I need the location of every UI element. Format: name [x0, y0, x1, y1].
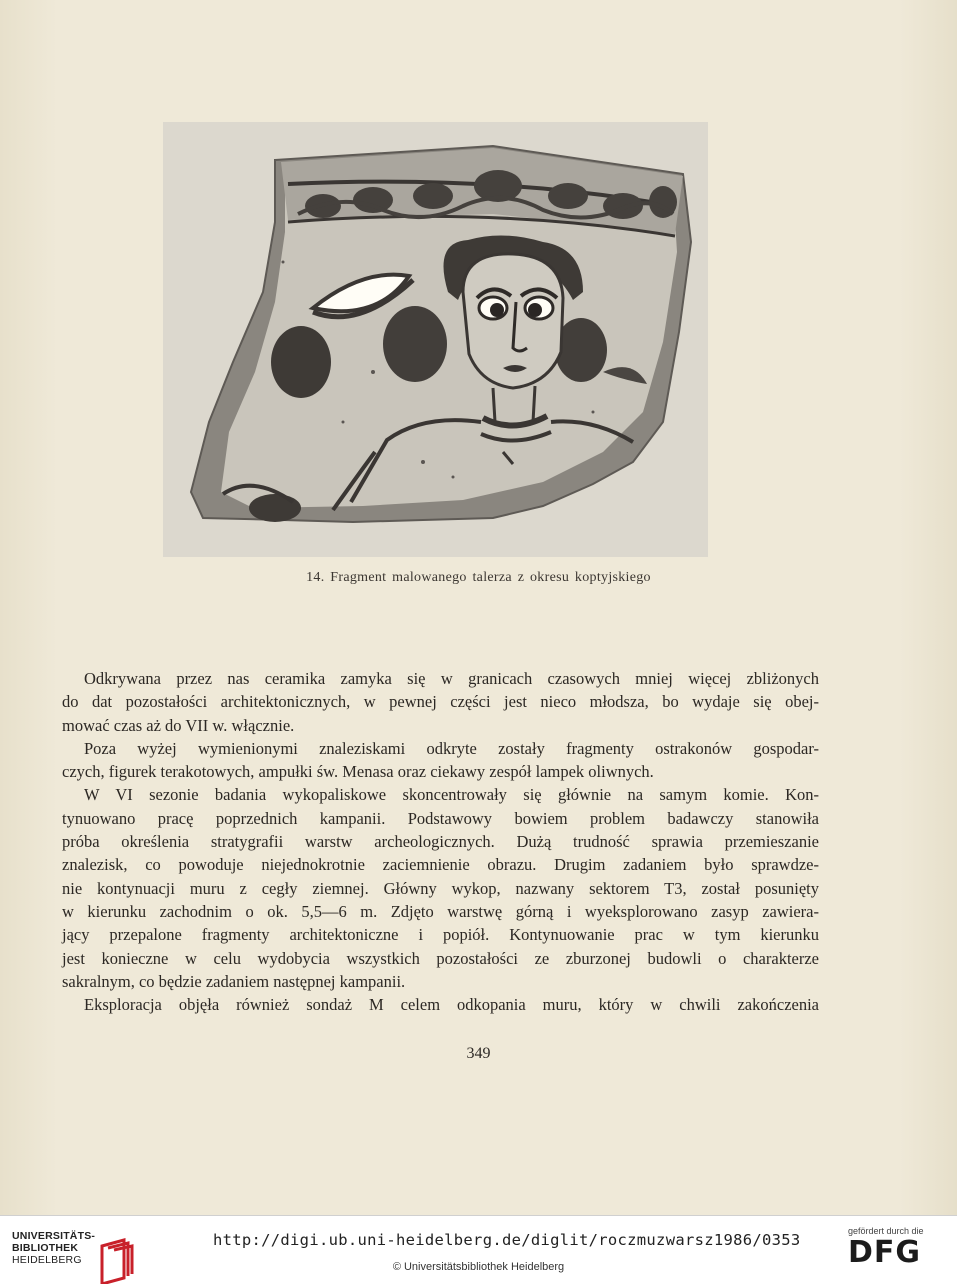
permalink-url[interactable]: http://digi.ub.uni-heidelberg.de/diglit/roczmuzwarsz1986/0353: [213, 1231, 801, 1249]
library-name-line: UNIVERSITÄTS-: [12, 1230, 96, 1242]
copyright-notice: © Universitätsbibliothek Heidelberg: [392, 1261, 565, 1273]
figure-caption: 14. Fragment malowanego talerza z okresu koptyjskiego: [306, 570, 651, 585]
text-line: nie kontynuacji muru z cegły ziemnej. Główny wykop, nazwany sektorem T3, został posunięty: [62, 878, 819, 898]
text-line: do dat pozostałości architektonicznych, w pewnej części jest nieco młodsza, bo wydaje się obej-: [62, 692, 819, 712]
text-line: jący przepalone fragmenty architektoniczne i popiół. Kontynuowanie prac w tym kierunku: [62, 925, 819, 945]
text-line: mować czas aż do VII w. włącznie.: [62, 715, 295, 735]
text-line: tynuowano pracę poprzednich kampanii. Podstawowy bowiem problem badawczy stanowiła: [62, 808, 819, 828]
text-line: znalezisk, co powoduje niejednokrotnie zaciemnienie obrazu. Drugim zadaniem było sprawdze-: [62, 855, 819, 875]
text-line: sakralnym, co będzie zadaniem następnej kampanii.: [62, 971, 406, 991]
library-name-line: HEIDELBERG: [12, 1254, 82, 1266]
sponsor-name: DFG: [848, 1235, 922, 1270]
text-line: jest konieczne w celu wydobycia wszystkich pozostałości ze zburzonej budowli o charakterze: [62, 948, 819, 968]
library-name-line: BIBLIOTHEK: [12, 1242, 79, 1254]
text-line: Poza wyżej wymienionymi znaleziskami odkryte zostały fragmenty ostrakonów gospodar-: [84, 738, 819, 758]
text-line: w kierunku zachodnim o ok. 5,5—6 m. Zdjęto warstwę górną i wyeksplorowano zasyp zawiera-: [62, 901, 819, 921]
dfg-logo[interactable]: [848, 1226, 948, 1270]
pottery-fragment-photo: [163, 122, 708, 557]
text-line: próba określenia stratygrafii warstw archeologicznych. Dużą trudność sprawia przemieszanie: [62, 832, 819, 852]
sponsor-label: gefördert durch die: [848, 1226, 924, 1236]
text-line: Odkrywana przez nas ceramika zamyka się w granicach czasowych mniej więcej zbliżonych: [84, 669, 819, 688]
text-line: czych, figurek terakotowych, ampułki św. Menasa oraz ciekawy zespół lampek oliwnych.: [62, 762, 654, 782]
body-text: [62, 667, 819, 1016]
page-number: 349: [466, 1045, 491, 1062]
footer-bar: [0, 1215, 957, 1286]
text-line: Eksploracja objęła również sondaż M celem odkopania muru, który w chwili zakończenia: [84, 995, 819, 1015]
text-line: W VI sezonie badania wykopaliskowe skoncentrowały się głównie na samym komie. Kon-: [84, 785, 819, 805]
